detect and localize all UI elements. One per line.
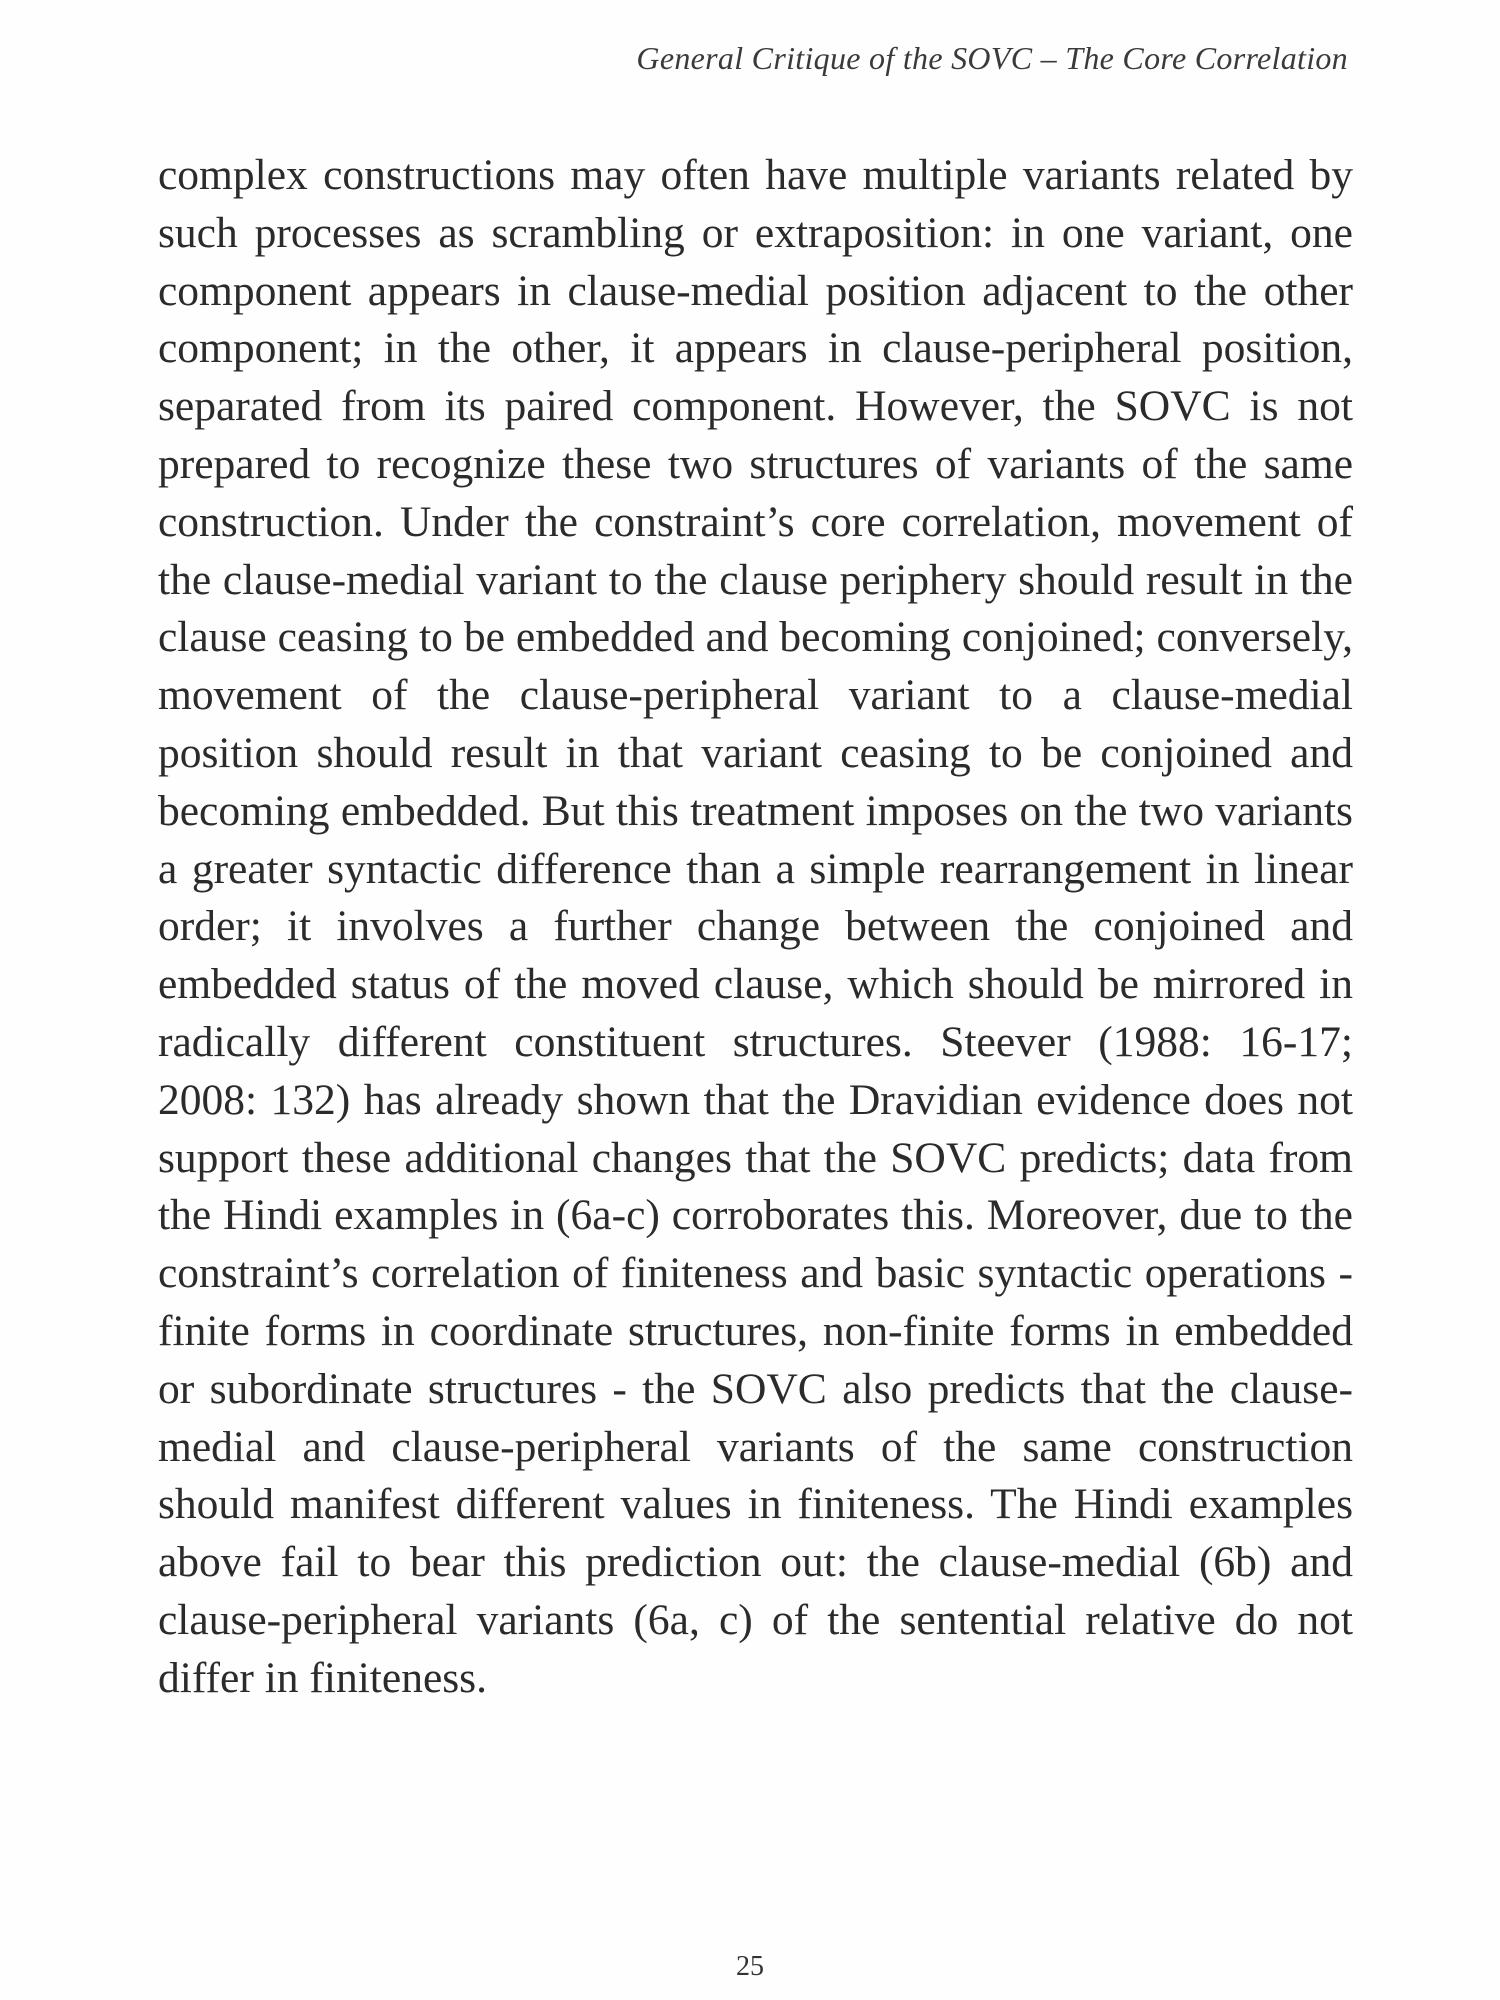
running-head: General Critique of the SOVC – The Core Correlation xyxy=(636,40,1348,76)
page-number: 25 xyxy=(736,1951,764,1982)
body-paragraph: complex constructions may often have multiple variants related by such processes as scrambling or extraposition: in one variant, one component appears in clause-medial position adjacent to the other component; in the other, it appears in clause-peripheral position, separated from its paired component. However, the SOVC is not prepared to recognize these two structures of variants of the same construction. Under the constraint’s core correlation, movement of the clause-medial variant to the clause periphery should result in the clause ceasing to be embedded and becoming conjoined; conversely, movement of the clause-peripheral variant to a clause-medial position should result in that variant ceasing to be conjoined and becoming embedded. But this treatment imposes on the two variants a greater syntactic difference than a simple rearrangement in linear order; it involves a further change between the conjoined and embedded status of the moved clause, which should be mirrored in radically different constituent structures. Steever (1988: 16-17; 2008: 132) has already shown that the Dravidian evidence does not support these additional changes that the SOVC predicts; data from the Hindi examples in (6a-c) corroborates this. Moreover, due to the constraint’s correlation of finiteness and basic syntactic operations - finite forms in coordinate structures, non-finite forms in embedded or subordinate structures - the SOVC also predicts that the clause-medial and clause-peripheral variants of the same construction should manifest different values in finiteness. The Hindi examples above fail to bear this prediction out: the clause-medial (6b) and clause-peripheral variants (6a, c) of the sentential relative do not differ in finiteness. xyxy=(158,151,1353,1702)
